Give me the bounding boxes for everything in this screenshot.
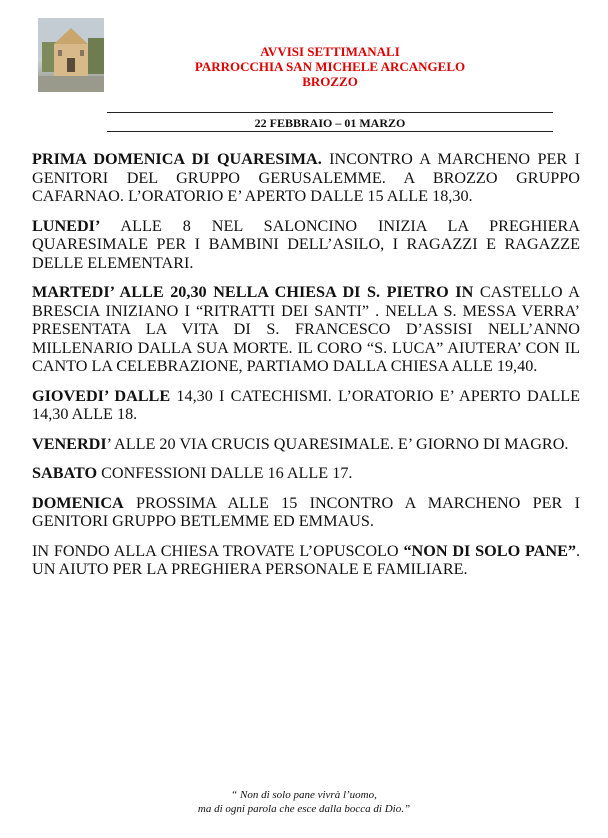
notice-heading: LUNEDI’ bbox=[32, 216, 101, 235]
notice-booklet bbox=[32, 542, 580, 579]
quote-line-2: ma di ogni parola che esce dalla bocca di Dio.” bbox=[197, 803, 411, 815]
notice-sunday bbox=[32, 150, 580, 206]
notice-heading: DOMENICA bbox=[32, 493, 124, 512]
notice-text: INCONTRO A MARCHENO PER I GENITORI DEL GRUPPO GERUSALEMME. A BROZZO GRUPPO CAFARNAO. L’ORATORIO E’ APERTO DALLE 15 ALLE 18,30. bbox=[32, 150, 580, 205]
notice-heading: VENERDI bbox=[32, 434, 107, 453]
notice-thursday bbox=[32, 387, 580, 424]
notice-text: IN FONDO ALLA CHIESA TROVATE L’OPUSCOLO bbox=[32, 541, 404, 560]
notice-saturday bbox=[32, 464, 580, 483]
notice-heading: MARTEDI’ ALLE 20,30 NELLA CHIESA DI S. PIETRO IN bbox=[32, 283, 474, 301]
date-range: 22 FEBBRAIO – 01 MARZO bbox=[254, 116, 406, 130]
top-rule bbox=[107, 112, 553, 113]
header-title: AVVISI SETTIMANALI bbox=[260, 44, 400, 59]
notice-text: 14,30 I CATECHISMI. L’ORATORIO E’ APERTO DALLE 14,30 ALLE 18. bbox=[32, 386, 580, 423]
quote-line-1: “ Non di solo pane vivrà l’uomo, bbox=[231, 789, 377, 801]
bulletin-header bbox=[120, 44, 540, 89]
booklet-title: “NON DI SOLO PANE” bbox=[403, 541, 576, 560]
notice-text: CONFESSIONI DALLE 16 ALLE 17. bbox=[97, 464, 353, 482]
notice-text: ALLE 8 NEL SALONCINO INIZIA LA PREGHIERA QUARESIMALE PER I BAMBINI DELL’ASILO, I RAGAZZI E RAGAZZE DELLE ELEMENTARI. bbox=[32, 216, 580, 272]
notice-text: CASTELLO A BRESCIA INIZIANO I “RITRATTI DEI SANTI” . NELLA S. MESSA VERRA’ PRESENTATA LA VITA DI S. FRANCESCO D’ASSISI NELL’ANNO MILLENARIO DALLA SUA MORTE. IL CORO “S. LUCA” AIUTERA’ CON IL CANTO LA CELEBRAZIONE, PARTIAMO DALLA CHIESA ALLE 19,40. bbox=[32, 283, 580, 375]
notice-friday bbox=[32, 435, 580, 454]
notice-tuesday bbox=[32, 283, 580, 376]
notice-text-end: . UN AIUTO PER LA PREGHIERA PERSONALE E FAMILIARE. bbox=[32, 541, 581, 578]
notice-monday bbox=[32, 217, 580, 273]
bottom-rule bbox=[107, 131, 553, 132]
header-town: BROZZO bbox=[302, 74, 358, 89]
notice-heading: GIOVEDI’ DALLE bbox=[32, 386, 171, 405]
notice-text: PROSSIMA ALLE 15 INCONTRO A MARCHENO PER I GENITORI GRUPPO BETLEMME ED EMMAUS. bbox=[32, 493, 580, 530]
notice-heading: PRIMA DOMENICA DI QUARESIMA. bbox=[32, 150, 322, 168]
notices bbox=[32, 150, 580, 590]
header-parish: PARROCCHIA SAN MICHELE ARCANGELO bbox=[194, 59, 466, 74]
church-facade-icon bbox=[38, 18, 104, 92]
footer-quote bbox=[0, 788, 608, 816]
notice-next-sunday bbox=[32, 494, 580, 531]
notice-heading: SABATO bbox=[32, 464, 98, 482]
church-photo bbox=[38, 18, 104, 92]
notice-text: ’ ALLE 20 VIA CRUCIS QUARESIMALE. E’ GIORNO DI MAGRO. bbox=[106, 434, 569, 453]
